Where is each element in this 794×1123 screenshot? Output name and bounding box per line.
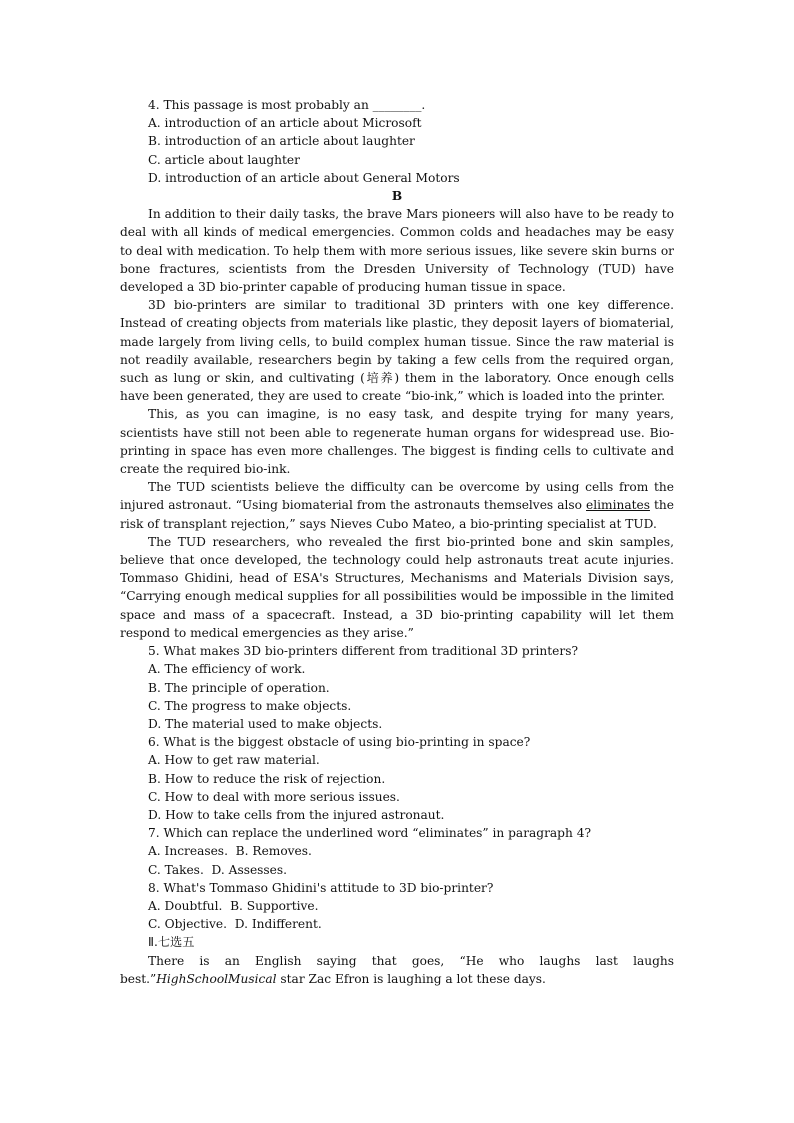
q4-option-d: D. introduction of an article about General Motors <box>148 170 460 185</box>
s2-text-after: star Zac Efron is laughing a lot these days. <box>276 971 546 986</box>
q6-option-d: D. How to take cells from the injured astronaut. <box>148 807 445 822</box>
s2-text-before: There is an English saying that goes, “He who laughs last laughs best.” <box>120 953 674 986</box>
q7-options-cd: C. Takes. D. Assesses. <box>148 862 288 877</box>
passage-paragraph-3: This, as you can imagine, is no easy task, and despite trying for many years, scientists have still not been able to regenerate human organs for widespread use. Bio-printing in space has even more challenges. The biggest is finding cells to cultivate and create the required bio-ink. <box>120 407 674 477</box>
passage-paragraph-4 <box>120 478 674 533</box>
question-7-stem: 7. Which can replace the underlined word “eliminates” in paragraph 4? <box>148 826 591 841</box>
section-2-paragraph <box>120 952 674 988</box>
p4-text-after: the risk of transplant rejection,” says Nieves Cubo Mateo, a bio-printing specialist at TUD. <box>120 498 674 531</box>
question-6-stem: 6. What is the biggest obstacle of using bio-printing in space? <box>148 735 531 750</box>
passage-paragraph-2: 3D bio-printers are similar to traditional 3D printers with one key difference. Instead of creating objects from materials like plastic, they deposit layers of biomaterial, made largely from living cells, to build complex human tissue. Since the raw material is not readily available, researchers begin by taking a few cells from the required organ, such as lung or skin, and cultivating (培养) them in the laboratory. Once enough cells have been generated, they are used to create “bio-ink,” which is loaded into the printer. <box>120 298 674 404</box>
passage-paragraph-5: The TUD researchers, who revealed the first bio-printed bone and skin samples, believe that once developed, the technology could help astronauts treat acute injuries. Tommaso Ghidini, head of ESA's Structures, Mechanisms and Materials Division says, “Carrying enough medical supplies for all possibilities would be impossible in the limited space and mass of a spacecraft. Instead, a 3D bio-printing capability will let them respond to medical emergencies as they arise.” <box>120 534 674 640</box>
section-2-heading: Ⅱ.七选五 <box>148 935 195 950</box>
underlined-word: eliminates <box>586 498 650 513</box>
section-b-heading: B <box>391 189 403 204</box>
exam-page <box>120 96 674 988</box>
q8-options-ab: A. Doubtful. B. Supportive. <box>148 898 319 913</box>
q7-options-ab: A. Increases. B. Removes. <box>148 844 312 859</box>
q4-option-c: C. article about laughter <box>148 152 300 167</box>
q5-option-d: D. The material used to make objects. <box>148 716 383 731</box>
q8-options-cd: C. Objective. D. Indifferent. <box>148 917 322 932</box>
q4-option-a: A. introduction of an article about Microsoft <box>148 116 422 131</box>
question-5-stem: 5. What makes 3D bio-printers different from traditional 3D printers? <box>148 644 579 659</box>
q6-option-b: B. How to reduce the risk of rejection. <box>148 771 386 786</box>
passage-paragraph-1: In addition to their daily tasks, the brave Mars pioneers will also have to be ready to deal with all kinds of medical emergencies. Common colds and headaches may be easy to deal with medication. To help them with more serious issues, like severe skin burns or bone fractures, scientists from the Dresden University of Technology (TUD) have developed a 3D bio-printer capable of producing human tissue in space. <box>120 207 674 295</box>
q5-option-b: B. The principle of operation. <box>148 680 330 695</box>
question-8-stem: 8. What's Tommaso Ghidini's attitude to 3D bio-printer? <box>148 880 494 895</box>
q6-option-a: A. How to get raw material. <box>148 753 320 768</box>
q5-option-a: A. The efficiency of work. <box>148 662 306 677</box>
q5-option-c: C. The progress to make objects. <box>148 698 352 713</box>
question-4-stem: 4. This passage is most probably an ________. <box>148 98 426 112</box>
p4-text-before: The TUD scientists believe the difficulty can be overcome by using cells from the injured astronaut. “Using biomaterial from the astronauts themselves also <box>120 480 674 513</box>
q6-option-c: C. How to deal with more serious issues. <box>148 789 400 804</box>
q4-option-b: B. introduction of an article about laughter <box>148 134 415 149</box>
italic-title: HighSchoolMusical <box>156 971 277 986</box>
